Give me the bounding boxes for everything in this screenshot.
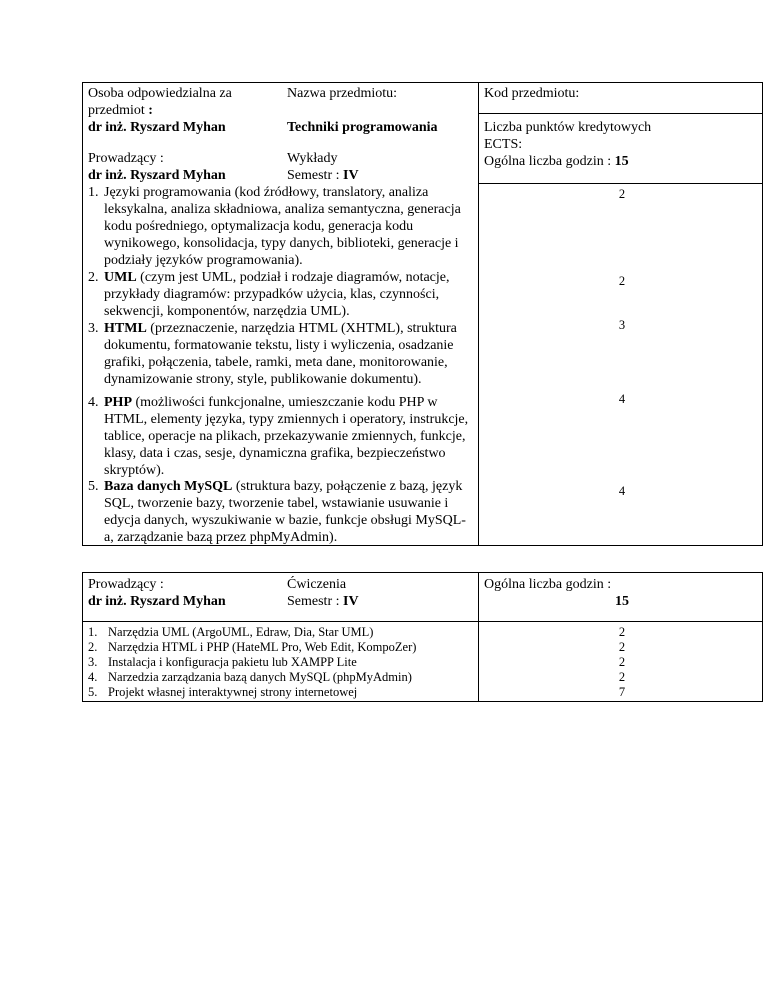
table2-top-border <box>82 572 762 573</box>
exercise-hours-2: 2 <box>618 640 626 654</box>
lecture-hours-2: 2 <box>618 274 626 288</box>
table1-left-border <box>82 82 83 546</box>
exercise-item-2: 2. Narzędzia HTML i PHP (HateML Pro, Web Edit, KompoZer) <box>88 640 417 654</box>
exercise-hours-3: 2 <box>618 655 626 669</box>
table2-bottom-border <box>82 701 762 702</box>
table1-top-border <box>82 82 762 83</box>
lecture-item-4: 4. PHP (możliwości funkcjonalne, umieszczanie kodu PHP w HTML, elementy języka, typy zmiennych i operatory, instrukcje, tablice, operacje na plikach, przekazywanie zmiennych, funkcje, klasy, data i czas, sesje, dynamiczna grafika, bezpieczeństwo skryptów). <box>88 395 469 478</box>
lecture-item-1: 1. Języki programowania (kod źródłowy, translatory, analiza leksykalna, analiza składniowa, analiza semantyczna, generacja kodu pośredniego, optymalizacja kodu, generacja kodu wynikowego, konsolidacja, typy danych, biblioteki, generacje i podziały języków programowania). <box>88 185 461 268</box>
table1-ects-divider <box>478 183 762 184</box>
lecture-item-3: 3. HTML (przeznaczenie, narzędzia HTML (XHTML), struktura dokumentu, formatowanie tekstu, listy i wyliczenia, osadzanie grafiki, połączenia, tabele, ramki, meta dane, monitorowanie, dynamizowanie strony, style, publikowanie dokumentu). <box>88 321 457 387</box>
kod-label: Kod przedmiotu: <box>484 86 580 101</box>
table2-col-divider <box>478 572 479 702</box>
lectures-prowadzacy: Prowadzący : dr inż. Ryszard Myhan <box>88 151 226 183</box>
exercises-total-value: 15 <box>615 594 629 609</box>
lecture-hours-5: 4 <box>618 484 626 498</box>
exercise-hours-4: 2 <box>618 670 626 684</box>
exercise-item-3: 3. Instalacja i konfiguracja pakietu lub XAMPP Lite <box>88 655 357 669</box>
lecture-item-5: 5. Baza danych MySQL (struktura bazy, połączenie z bazą, język SQL, tworzenie bazy, tworzenie tabel, wstawianie usuwanie i edycja danych, wyszukiwanie w bazie, funkcje obsługi MySQL-a, zarządzanie bazą przez phpMyAdmin). <box>88 479 466 545</box>
exercise-hours-1: 2 <box>618 625 626 639</box>
ogolna-value: 15 <box>614 154 629 169</box>
exercise-item-4: 4. Narzedzia zarządzania bazą danych MySQL (phpMyAdmin) <box>88 670 412 684</box>
table1-header-divider <box>478 113 762 114</box>
lectures-lecturer-name: dr inż. Ryszard Myhan <box>88 168 226 183</box>
table2-left-border <box>82 572 83 702</box>
osoba-label: Osoba odpowiedzialna za przedmiot : dr inż. Ryszard Myhan <box>88 86 232 135</box>
table1-col-divider <box>478 82 479 546</box>
nazwa-label: Nazwa przedmiotu: <box>287 86 398 101</box>
exercise-item-5: 5. Projekt własnej interaktywnej strony internetowej <box>88 685 358 699</box>
table2-header-divider <box>82 621 762 622</box>
exercises-prowadzacy: Prowadzący : dr inż. Ryszard Myhan <box>88 577 226 609</box>
exercise-item-1: 1. Narzędzia UML (ArgoUML, Edraw, Dia, Star UML) <box>88 625 374 639</box>
osoba-name: dr inż. Ryszard Myhan <box>88 120 226 135</box>
lecture-hours-1: 2 <box>618 187 626 201</box>
table1-right-border <box>762 82 763 546</box>
subject-name: Techniki programowania <box>287 120 438 135</box>
exercise-hours-5: 7 <box>618 685 626 699</box>
exercises-type: Ćwiczenia Semestr : IV <box>287 577 359 609</box>
lectures-type: Wykłady Semestr : IV <box>287 151 359 183</box>
ects-label: Liczba punktów kredytowych ECTS: Ogólna liczba godzin : 15 <box>484 120 652 169</box>
exercises-total-label: Ogólna liczba godzin : <box>484 577 612 592</box>
lecture-item-2: 2. UML (czym jest UML, podział i rodzaje diagramów, notacje, przykłady diagramów: przypadków użycia, klas, czynności, sekwencji, komponentów, narzędzia UML). <box>88 270 450 319</box>
exercises-lecturer-name: dr inż. Ryszard Myhan <box>88 594 226 609</box>
lecture-hours-4: 4 <box>618 392 626 406</box>
table2-right-border <box>762 572 763 702</box>
lecture-hours-3: 3 <box>618 318 626 332</box>
